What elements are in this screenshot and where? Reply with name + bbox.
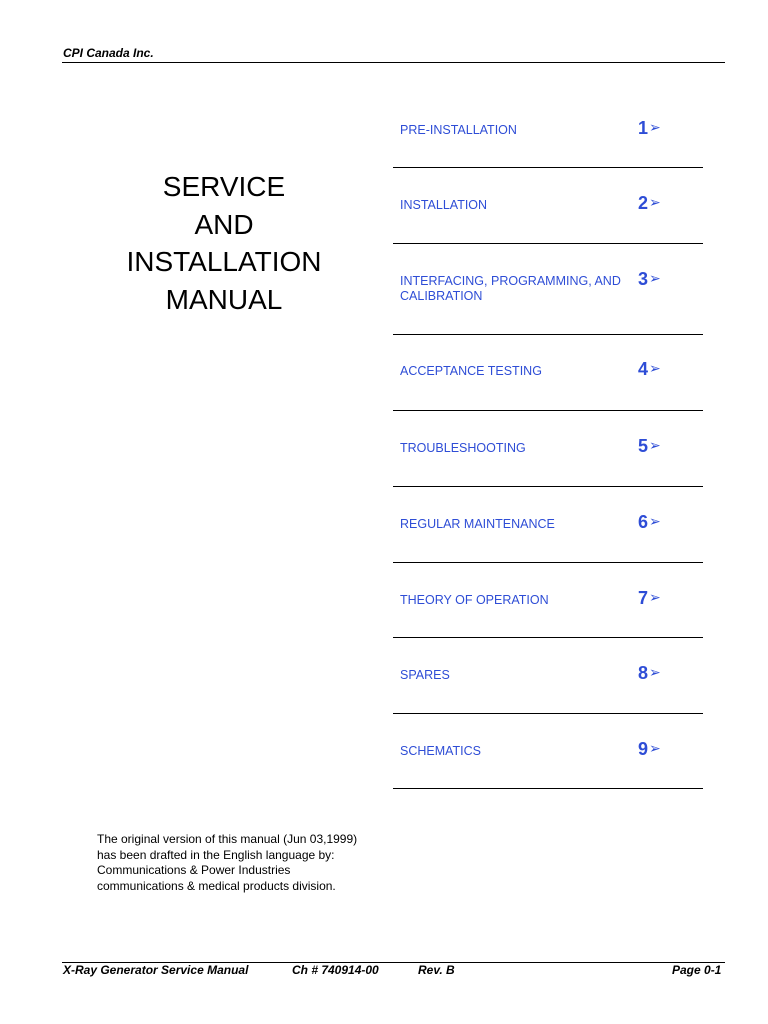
arrow-right-icon: ➢ — [649, 740, 661, 756]
table-of-contents — [393, 92, 703, 789]
toc-item-label: SPARES — [400, 668, 450, 682]
toc-item-label: TROUBLESHOOTING — [400, 441, 526, 455]
arrow-right-icon: ➢ — [649, 119, 661, 135]
toc-item-schematics[interactable] — [393, 714, 703, 789]
toc-item-number: 7➢ — [638, 588, 661, 608]
arrow-right-icon: ➢ — [649, 360, 661, 376]
toc-item-regular-maintenance[interactable] — [393, 487, 703, 563]
toc-item-label: SCHEMATICS — [400, 744, 482, 758]
original-version-note — [97, 832, 387, 894]
toc-item-label: ACCEPTANCE TESTING — [400, 364, 542, 378]
toc-item-number: 1➢ — [638, 118, 661, 138]
toc-item-troubleshooting[interactable] — [393, 411, 703, 487]
arrow-right-icon: ➢ — [649, 270, 661, 286]
header-company-name: CPI Canada Inc. — [63, 46, 154, 60]
note-line-3: Communications & Power Industries — [97, 863, 291, 877]
toc-item-pre-installation[interactable] — [393, 92, 703, 168]
toc-item-label: INTERFACING, PROGRAMMING, AND CALIBRATION — [400, 274, 621, 303]
footer-revision: Rev. B — [418, 963, 455, 977]
arrow-right-icon: ➢ — [649, 664, 661, 680]
toc-item-interfacing[interactable] — [393, 244, 703, 335]
toc-item-number: 4➢ — [638, 359, 661, 379]
arrow-right-icon: ➢ — [649, 194, 661, 210]
arrow-right-icon: ➢ — [649, 437, 661, 453]
toc-item-number: 8➢ — [638, 663, 661, 683]
footer-page-number: Page 0-1 — [672, 963, 722, 977]
title-line-4: MANUAL — [165, 283, 283, 315]
toc-item-label: INSTALLATION — [400, 198, 488, 212]
toc-item-number: 3➢ — [638, 269, 661, 289]
toc-item-label: REGULAR MAINTENANCE — [400, 517, 555, 531]
note-line-4: communications & medical products division. — [97, 878, 336, 893]
title-line-2: AND — [194, 208, 254, 240]
toc-item-theory-of-operation[interactable] — [393, 563, 703, 638]
title-line-3: INSTALLATION — [126, 246, 322, 277]
note-line-1: The original version of this manual (Jun 03,1999) — [97, 832, 358, 846]
toc-item-acceptance-testing[interactable] — [393, 335, 703, 411]
arrow-right-icon: ➢ — [649, 513, 661, 529]
footer-chapter-number: Ch # 740914-00 — [292, 963, 379, 977]
toc-item-number: 9➢ — [638, 739, 661, 759]
toc-item-number: 5➢ — [638, 436, 661, 456]
toc-item-label: PRE-INSTALLATION — [400, 123, 517, 137]
arrow-right-icon: ➢ — [649, 589, 661, 605]
title-line-1: SERVICE — [162, 171, 286, 202]
toc-item-number: 6➢ — [638, 512, 661, 532]
toc-item-number: 2➢ — [638, 193, 661, 213]
toc-item-label: THEORY OF OPERATION — [400, 593, 549, 607]
note-line-2: has been drafted in the English language by: — [97, 847, 335, 862]
toc-item-installation[interactable] — [393, 168, 703, 244]
toc-item-spares[interactable] — [393, 638, 703, 714]
manual-title — [100, 168, 348, 318]
header-divider — [62, 62, 725, 63]
footer-manual-title: X-Ray Generator Service Manual — [63, 963, 249, 977]
